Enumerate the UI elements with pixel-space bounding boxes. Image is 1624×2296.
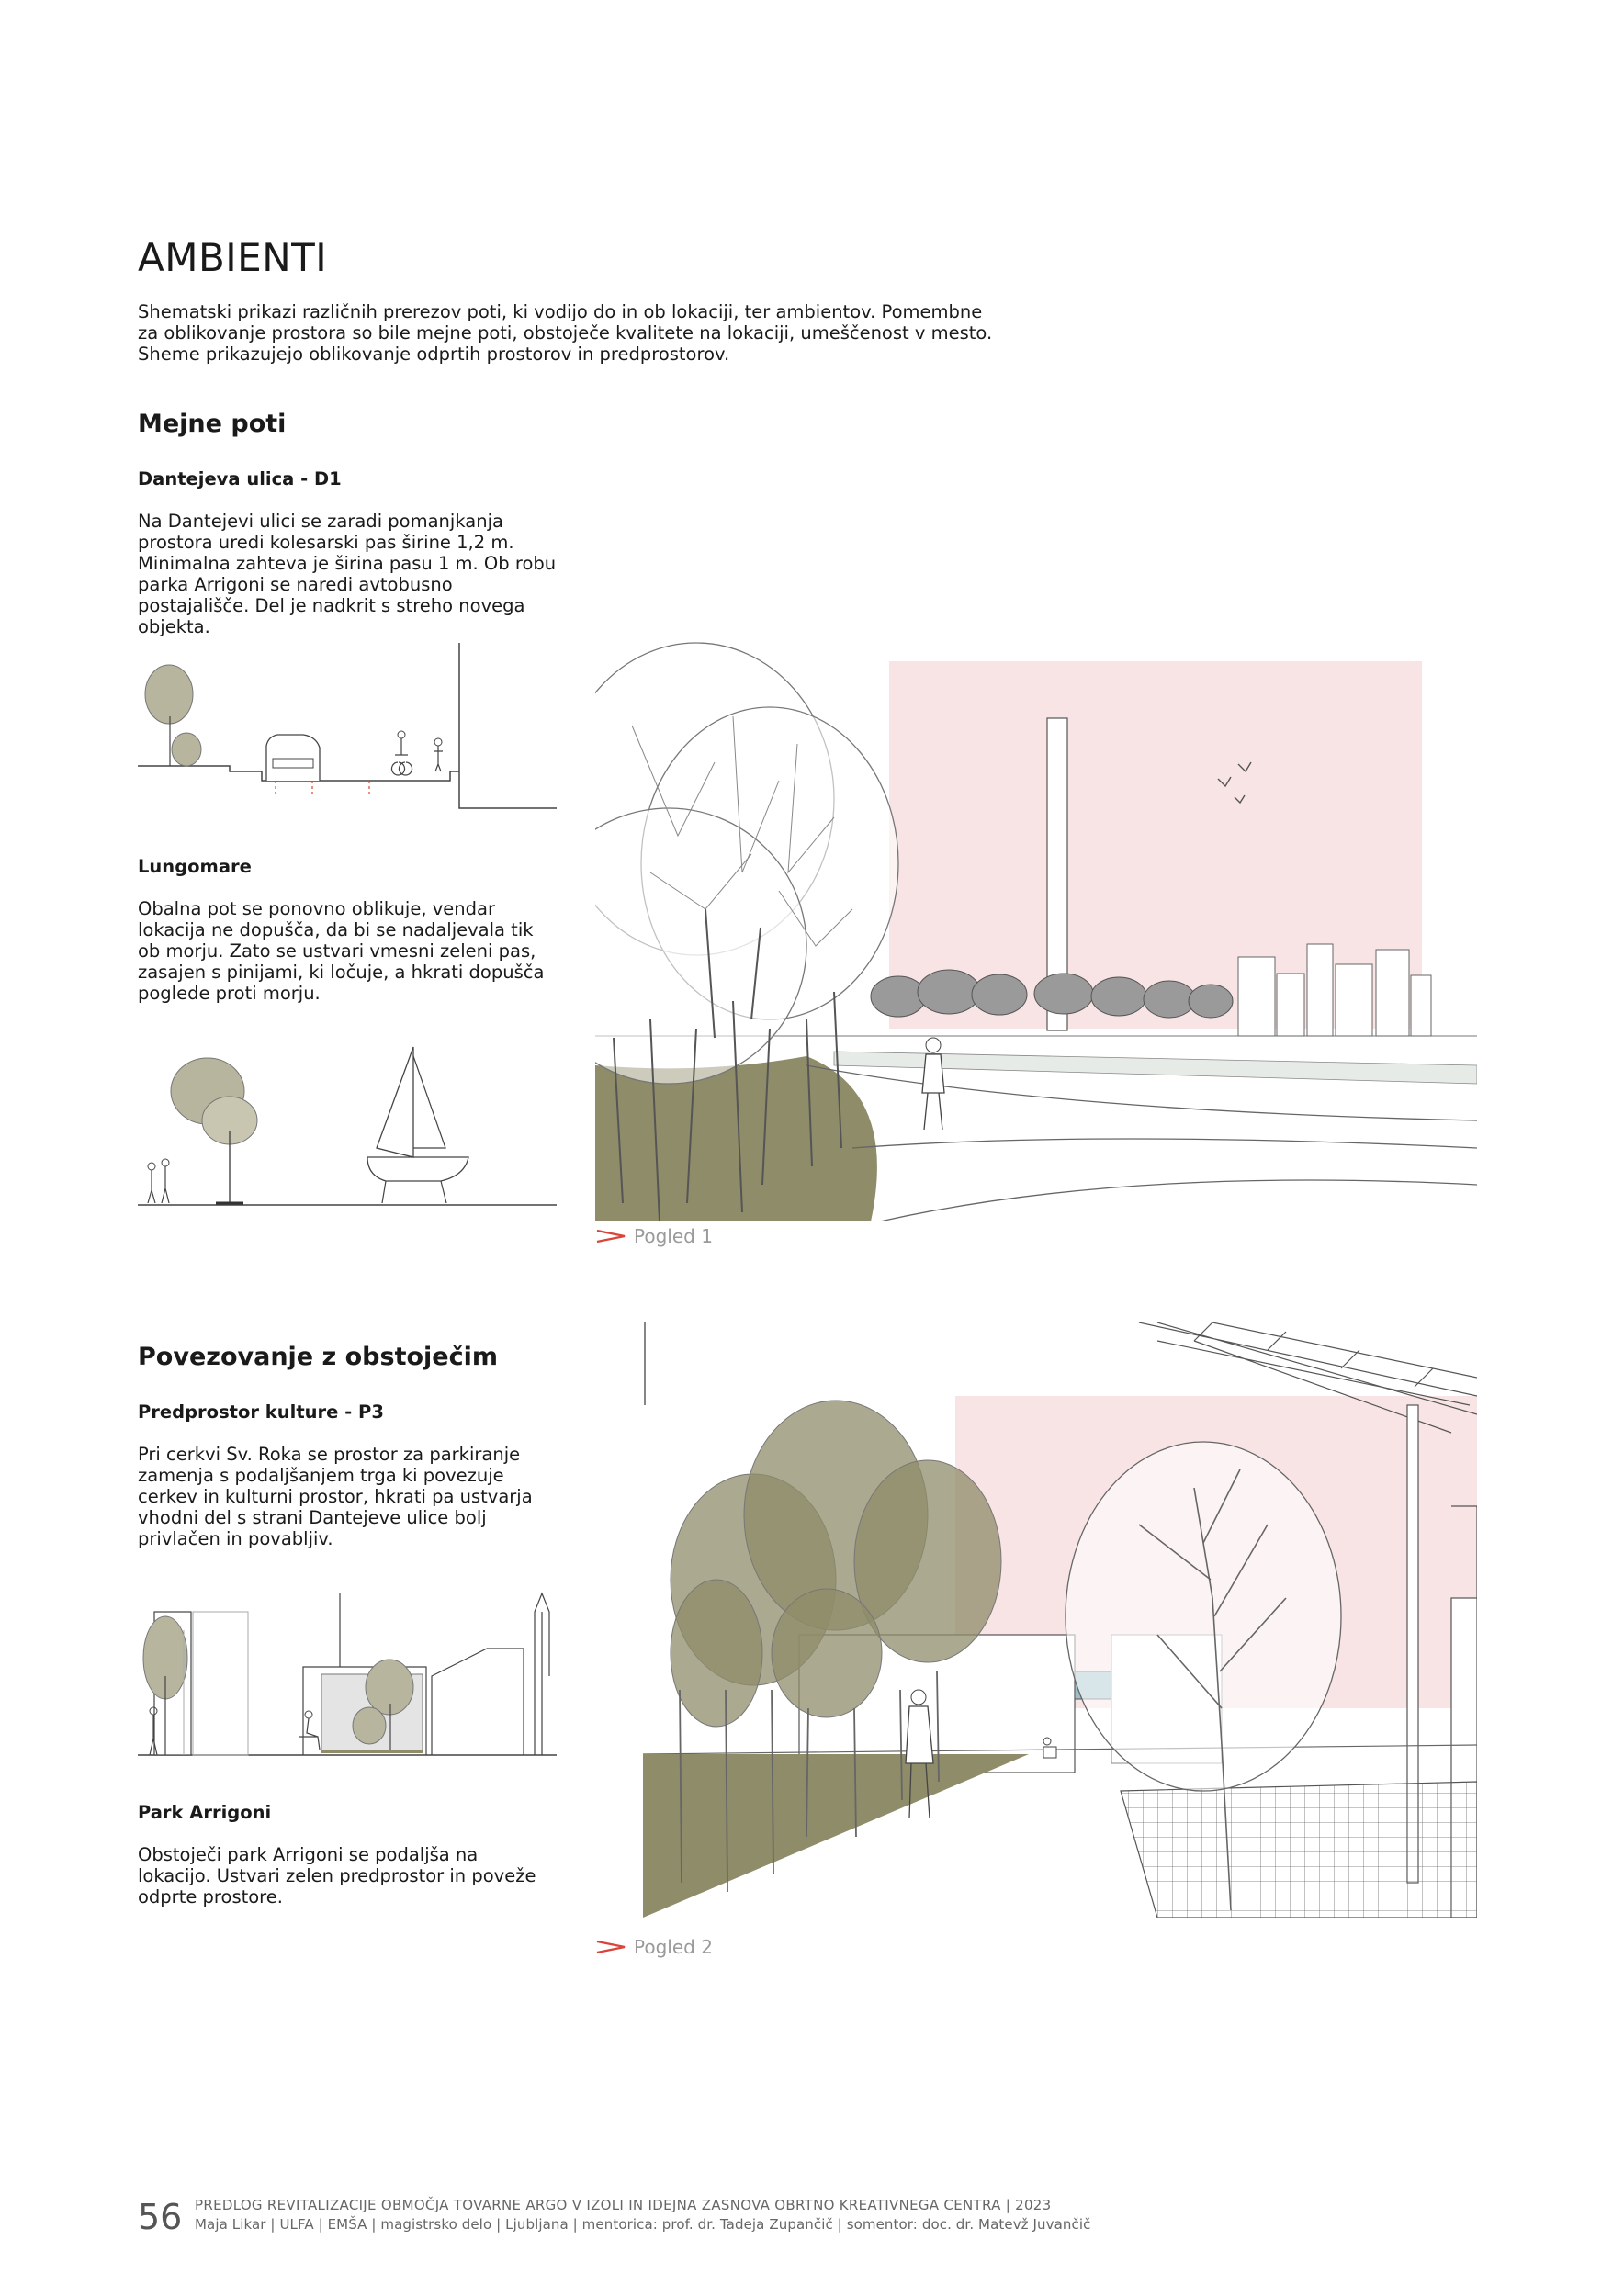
lungomare-section-diagram (138, 1029, 560, 1212)
arrow-icon (595, 1938, 628, 1956)
perspective-view-2 (643, 1322, 1477, 1918)
arrow-icon (595, 1227, 628, 1245)
view-label-2-text: Pogled 2 (634, 1936, 713, 1958)
section-heading-povezovanje: Povezovanje z obstoječim (138, 1343, 499, 1371)
street-section-diagram-d1 (138, 634, 560, 817)
subheading-lungomare: Lungomare (138, 856, 252, 877)
text-predprostor-kulture: Pri cerkvi Sv. Roka se prostor za parkiranje zamenja s podaljšanjem trga ki povezuje cerkev in kulturni prostor, hkrati pa ustvarja vhodni del s strani Dantejeve ulice bolj privlačen in povabljiv. (138, 1444, 533, 1549)
perspective-view-1 (595, 634, 1477, 1221)
text-lungomare: Obalna pot se ponovno oblikuje, vendar lokacija ne dopušča, da bi se nadaljevala tik ob morju. Zato se ustvari vmesni zeleni pas, zasajen s pinijami, ki ločuje, a hkrati dopušča poglede proti morju. (138, 898, 545, 1004)
text-dantejeva-ulica: Na Dantejevi ulici se zaradi pomanjkanja prostora uredi kolesarski pas širine 1,2 m. Minimalna zahteva je širina pasu 1 m. Ob robu parka Arrigoni se naredi avtobusno postajališče. Del je nadkrit s streho novega objekta. (138, 511, 557, 637)
section-heading-mejne-poti: Mejne poti (138, 410, 287, 438)
subheading-dantejeva-ulica: Dantejeva ulica - D1 (138, 468, 342, 490)
view-label-2 (595, 1936, 713, 1958)
street-section-diagram-p3 (138, 1575, 560, 1759)
subheading-predprostor-kulture: Predprostor kulture - P3 (138, 1401, 384, 1423)
view-label-1 (595, 1225, 713, 1247)
intro-paragraph: Shematski prikazi različnih prerezov poti, ki vodijo do in ob lokaciji, ter ambientov. Pomembne za oblikovanje prostora so bile mejne poti, obstoječe kvalitete na lokaciji, umeščenost v mesto. Sheme prikazujejo oblikovanje odprtih prostorov in predprostorov. (138, 301, 993, 365)
footer-title: PREDLOG REVITALIZACIJE OBMOČJA TOVARNE ARGO V IZOLI IN IDEJNA ZASNOVA OBRTNO KREATIVNEGA CENTRA | 2023 (195, 2197, 1052, 2213)
text-park-arrigoni: Obstoječi park Arrigoni se podaljša na lokacijo. Ustvari zelen predprostor in poveže odprte prostore. (138, 1844, 536, 1908)
footer-credits: Maja Likar | ULFA | EMŠA | magistrsko delo | Ljubljana | mentorica: prof. dr. Tadeja Zupančič | somentor: doc. dr. Matevž Juvančič (195, 2216, 1091, 2233)
page-number: 56 (138, 2197, 183, 2237)
page-title: AMBIENTI (138, 235, 328, 280)
view-label-1-text: Pogled 1 (634, 1225, 713, 1247)
subheading-park-arrigoni: Park Arrigoni (138, 1802, 272, 1823)
